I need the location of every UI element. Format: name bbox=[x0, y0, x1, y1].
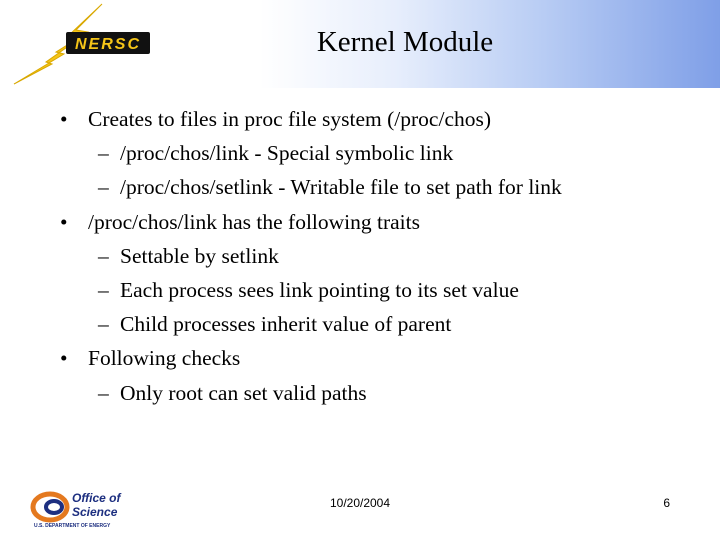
doe-logo-line3: U.S. DEPARTMENT OF ENERGY bbox=[34, 523, 111, 529]
dash-marker: – bbox=[98, 175, 109, 200]
bullet-text: /proc/chos/link - Special symbolic link bbox=[120, 141, 454, 166]
dash-marker: – bbox=[98, 312, 109, 337]
bullet-text: /proc/chos/setlink - Writable file to set path for link bbox=[120, 175, 562, 200]
dash-marker: – bbox=[98, 278, 109, 302]
bullet-text: Child processes inherit value of parent bbox=[120, 312, 452, 337]
bullet-text: Each process sees link pointing to its set value bbox=[120, 278, 519, 302]
sub-bullet-item bbox=[98, 174, 562, 200]
sub-bullet-item bbox=[98, 277, 519, 303]
header-band bbox=[0, 0, 720, 88]
nersc-logo bbox=[6, 2, 156, 86]
slide-title: Kernel Module bbox=[316, 26, 494, 58]
sub-bullet-item bbox=[98, 140, 453, 166]
dash-marker: – bbox=[98, 141, 109, 166]
bullet-marker: • bbox=[60, 107, 68, 131]
doe-logo-line1: Office of bbox=[72, 491, 121, 505]
bullet-text: /proc/chos/link has the following traits bbox=[88, 209, 421, 234]
footer-date: 10/20/2004 bbox=[329, 496, 391, 510]
doe-swirl-inner bbox=[46, 501, 62, 513]
bullet-text: Only root can set valid paths bbox=[120, 380, 367, 405]
bullet-text: Following checks bbox=[88, 346, 241, 371]
bullet-item bbox=[60, 106, 491, 132]
bullet-item bbox=[60, 209, 420, 235]
sub-bullet-item bbox=[98, 243, 279, 269]
office-of-science-logo bbox=[30, 488, 142, 530]
bullet-text: Settable by setlink bbox=[120, 243, 279, 268]
sub-bullet-item bbox=[98, 380, 367, 406]
sub-bullet-item bbox=[98, 311, 451, 337]
bullet-marker: • bbox=[60, 209, 68, 234]
dash-marker: – bbox=[98, 380, 109, 405]
bullet-text: Creates to files in proc file system (/proc/chos) bbox=[88, 107, 492, 131]
doe-logo-line2: Science bbox=[72, 505, 118, 519]
dash-marker: – bbox=[98, 243, 109, 268]
bullet-item bbox=[60, 345, 240, 371]
nersc-logo-text: NERSC bbox=[74, 36, 142, 53]
footer-page-number: 6 bbox=[663, 496, 670, 510]
bullet-marker: • bbox=[60, 346, 68, 371]
